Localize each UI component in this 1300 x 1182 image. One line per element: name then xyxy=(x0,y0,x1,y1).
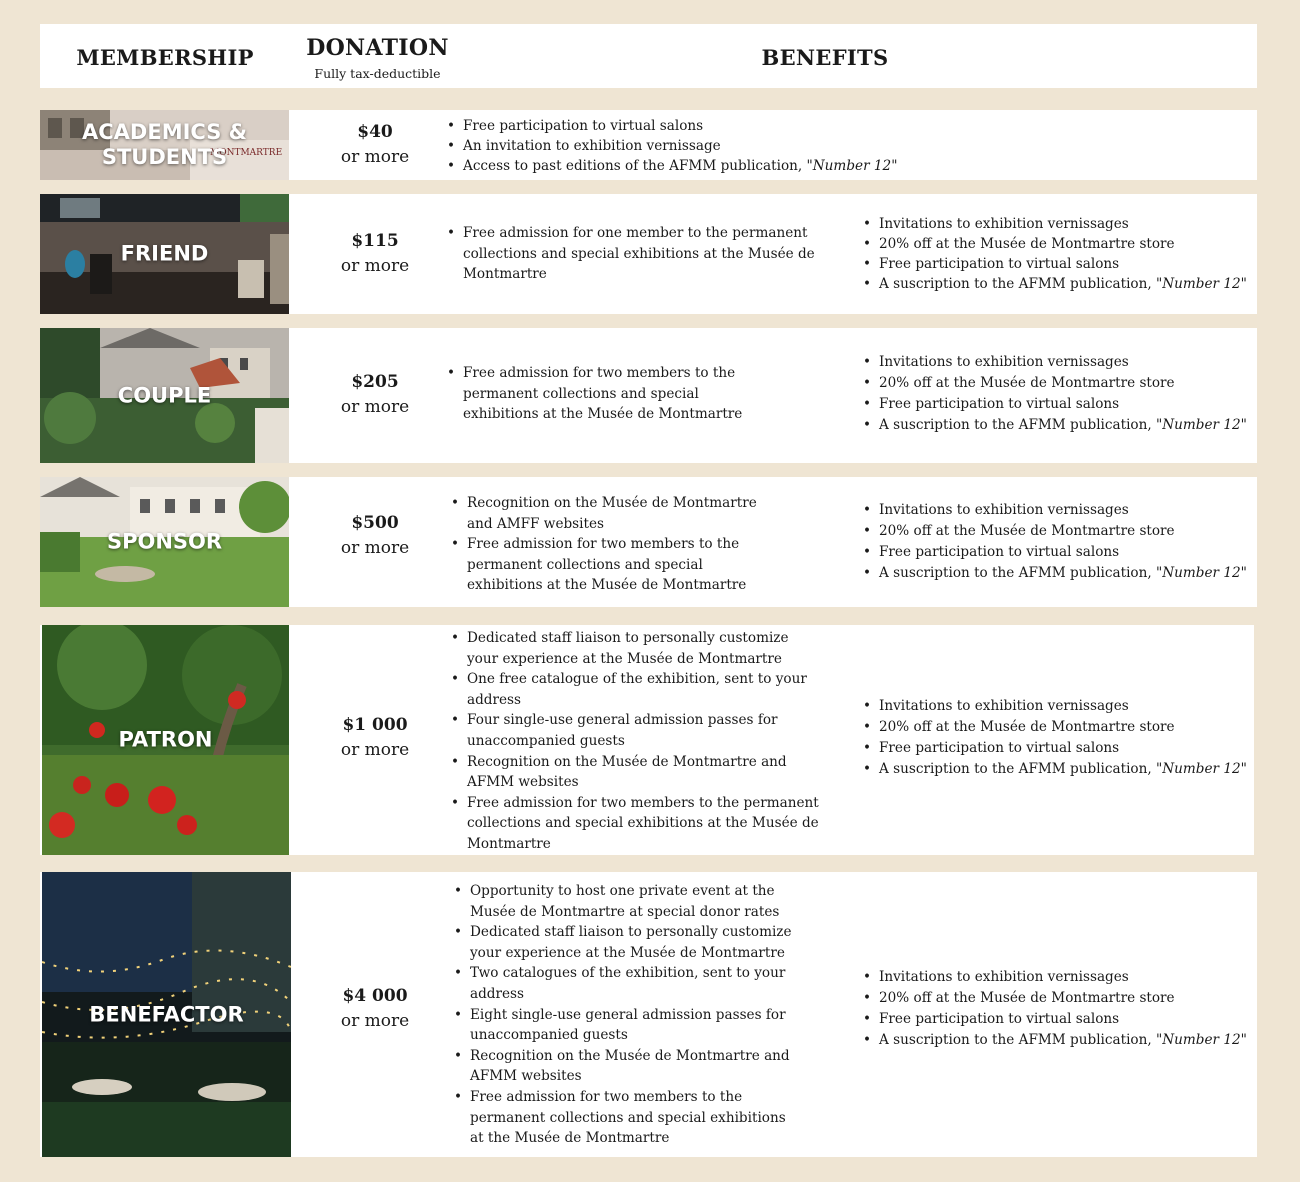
tier-label-patron: PATRON xyxy=(118,727,213,752)
benefit-item: • Invitations to exhibition vernissages xyxy=(862,214,1254,234)
benefit-item: • Dedicated staff liaison to personally customize your experience at the Musée de Montmartre xyxy=(450,628,822,669)
benefit-item: • Recognition on the Musée de Montmartre and AFMM websites xyxy=(450,752,822,793)
benefits-list xyxy=(446,223,824,285)
publication-title: Number 12 xyxy=(1162,417,1241,433)
tier-label-academics: ACADEMICS & STUDENTS xyxy=(82,120,247,169)
tier-image-couple xyxy=(40,328,289,463)
tier-label-couple: COUPLE xyxy=(117,383,212,407)
tier-label-sponsor: SPONSOR xyxy=(106,529,223,554)
tier-price-friend xyxy=(295,229,455,279)
benefit-item: • Recognition on the Musée de Montmartre and AMFF websites xyxy=(450,493,768,534)
benefits-list xyxy=(450,628,822,855)
common-benefits-list xyxy=(862,214,1254,294)
price-amount: $500 xyxy=(351,513,399,533)
price-amount: $115 xyxy=(351,231,399,251)
benefit-item: • Invitations to exhibition vernissages xyxy=(862,967,1254,988)
benefit-item: • Invitations to exhibition vernissages xyxy=(862,500,1254,521)
benefit-item: • Opportunity to host one private event at the Musée de Montmartre at special donor rates xyxy=(453,881,801,922)
benefits-column-heading: BENEFITS xyxy=(761,45,889,70)
benefit-item: • Four single-use general admission passes for unaccompanied guests xyxy=(450,710,822,751)
price-amount: $4 000 xyxy=(342,986,408,1006)
tier-price-benefactor xyxy=(295,984,455,1034)
tier-row-couple xyxy=(40,328,1257,463)
svg-text:MONTMARTRE: MONTMARTRE xyxy=(210,148,283,158)
price-suffix: or more xyxy=(340,538,410,558)
tier-image-academics xyxy=(40,110,289,180)
tier-price-couple xyxy=(295,370,455,420)
publication-title: Number 12 xyxy=(1162,565,1241,581)
benefit-item: • A suscription to the AFMM publication, "Number 12" xyxy=(862,1030,1254,1051)
tier-row-benefactor xyxy=(40,872,1257,1157)
benefit-item: • One free catalogue of the exhibition, sent to your address xyxy=(450,669,822,710)
tier-image-benefactor xyxy=(42,872,291,1157)
tier-image-sponsor xyxy=(40,477,289,607)
benefit-item: • Free admission for one member to the permanent collections and special exhibitions at the Musée de Montmartre xyxy=(446,223,824,285)
tier-row-patron xyxy=(40,625,1254,855)
benefit-item: • A suscription to the AFMM publication, "Number 12" xyxy=(862,563,1254,584)
tier-row-friend xyxy=(40,194,1257,314)
donation-column-heading: DONATION xyxy=(306,35,449,61)
tier-row-sponsor xyxy=(40,477,1257,607)
publication-title: Number 12 xyxy=(812,158,892,174)
price-suffix: or more xyxy=(340,1011,410,1031)
benefit-item: • 20% off at the Musée de Montmartre store xyxy=(862,234,1254,254)
benefit-item: • Free participation to virtual salons xyxy=(862,254,1254,274)
price-suffix: or more xyxy=(340,397,410,417)
benefit-item: • A suscription to the AFMM publication, "Number 12" xyxy=(862,415,1254,436)
benefit-item: • 20% off at the Musée de Montmartre store xyxy=(862,988,1254,1009)
benefit-item: • Free participation to virtual salons xyxy=(862,394,1254,415)
benefit-item: • 20% off at the Musée de Montmartre store xyxy=(862,521,1254,542)
benefit-item: • Free admission for two members to the permanent collections and special exhibitions at the Musée de Montmartre xyxy=(450,793,822,855)
benefit-item: • Access to past editions of the AFMM publication, "Number 12" xyxy=(446,156,1066,176)
tier-image-friend xyxy=(40,194,289,314)
benefits-list xyxy=(450,493,768,596)
common-benefits-list xyxy=(862,500,1254,584)
donation-subheading: Fully tax-deductible xyxy=(314,66,441,81)
publication-title: Number 12 xyxy=(1162,1032,1241,1048)
publication-title: Number 12 xyxy=(1162,276,1241,292)
tier-price-patron xyxy=(295,713,455,763)
benefit-item: • Eight single-use general admission passes for unaccompanied guests xyxy=(453,1005,801,1046)
price-suffix: or more xyxy=(340,147,410,167)
benefit-item: • Free participation to virtual salons xyxy=(862,1009,1254,1030)
tier-label-benefactor: BENEFACTOR xyxy=(89,1002,244,1026)
price-suffix: or more xyxy=(340,256,410,276)
benefit-item: • Free admission for two members to the permanent collections and special exhibitions at the Musée de Montmartre xyxy=(446,363,751,425)
benefit-item: • Two catalogues of the exhibition, sent to your address xyxy=(453,963,801,1004)
benefit-item: • Free admission for two members to the permanent collections and special exhibitions at the Musée de Montmartre xyxy=(450,534,768,596)
price-suffix: or more xyxy=(340,740,410,760)
price-amount: $40 xyxy=(357,122,393,142)
price-amount: $1 000 xyxy=(342,715,408,735)
membership-column-heading: MEMBERSHIP xyxy=(76,45,254,70)
benefit-item: • Free admission for two members to the permanent collections and special exhibitions at the Musée de Montmartre xyxy=(453,1087,801,1149)
benefit-item: • A suscription to the AFMM publication, "Number 12" xyxy=(862,759,1254,780)
common-benefits-list xyxy=(862,352,1254,436)
benefit-item: • Recognition on the Musée de Montmartre and AFMM websites xyxy=(453,1046,801,1087)
price-amount: $205 xyxy=(351,372,399,392)
benefit-item: • Free participation to virtual salons xyxy=(446,116,1066,136)
benefit-item: • A suscription to the AFMM publication, "Number 12" xyxy=(862,274,1254,294)
benefit-item: • Dedicated staff liaison to personally customize your experience at the Musée de Montmartre xyxy=(453,922,801,963)
benefits-list xyxy=(446,363,751,425)
tier-label-friend: FRIEND xyxy=(120,241,209,266)
common-benefits-list xyxy=(862,967,1254,1051)
tier-image-patron xyxy=(42,625,289,855)
common-benefits-list xyxy=(862,696,1254,780)
benefit-item: • Invitations to exhibition vernissages xyxy=(862,696,1254,717)
publication-title: Number 12 xyxy=(1162,761,1241,777)
benefit-item: • Invitations to exhibition vernissages xyxy=(862,352,1254,373)
benefits-list xyxy=(446,116,1066,176)
benefit-item: • 20% off at the Musée de Montmartre store xyxy=(862,373,1254,394)
tier-row-academics xyxy=(40,110,1257,180)
benefits-list xyxy=(453,881,801,1149)
benefit-item: • 20% off at the Musée de Montmartre store xyxy=(862,717,1254,738)
benefit-item: • Free participation to virtual salons xyxy=(862,738,1254,759)
tier-price-academics xyxy=(295,120,455,170)
benefit-item: • An invitation to exhibition vernissage xyxy=(446,136,1066,156)
benefit-item: • Free participation to virtual salons xyxy=(862,542,1254,563)
tier-price-sponsor xyxy=(295,511,455,561)
